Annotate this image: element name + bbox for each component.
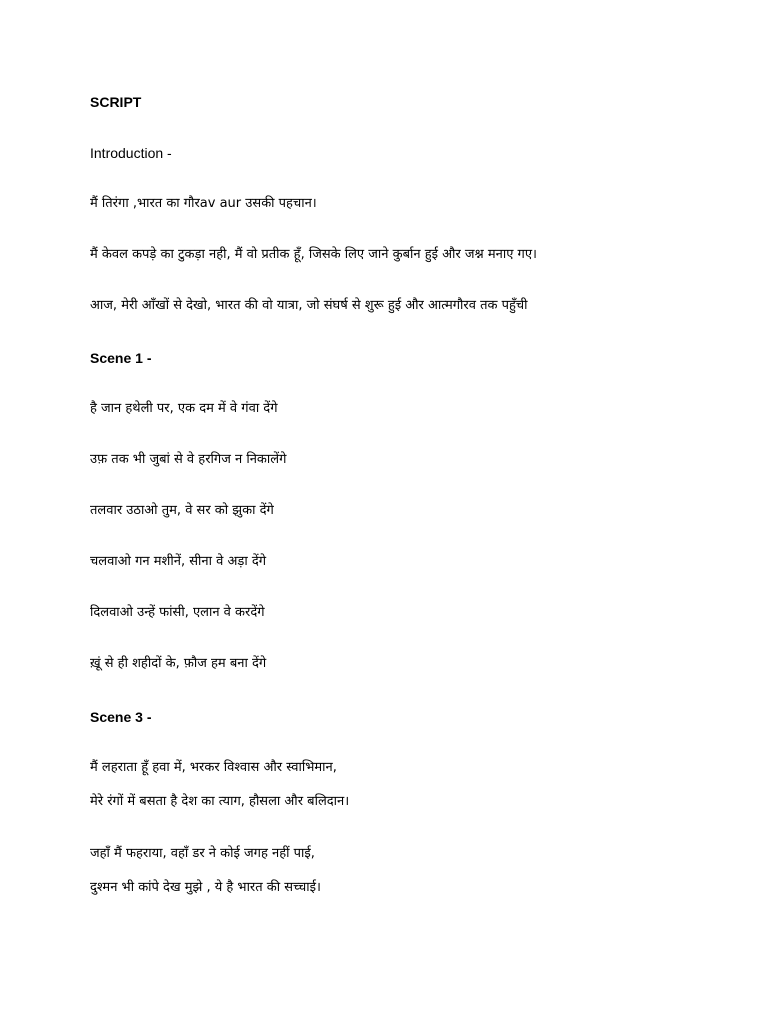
scene-1-line: तलवार उठाओ तुम, वे सर को झुका देंगे [90,503,274,518]
scene-1-label: Scene 1 - [90,350,152,366]
introduction-label: Introduction - [90,145,172,161]
scene-1-line: चलवाओ गन मशीनें, सीना वे अड़ा देंगे [90,554,267,569]
scene-3-line: जहाँ मैं फहराया, वहाँ डर ने कोई जगह नहीं पाई, [90,846,315,861]
intro-line: मैं केवल कपड़े का टुकड़ा नही, मैं वो प्रतीक हूँ, जिसके लिए जाने कुर्बान हुई और जश्न मनाए गए। [90,247,537,262]
scene-3-line: मेरे रंगों में बसता है देश का त्याग, हौसला और बलिदान। [90,794,350,809]
scene-1-line: उफ़ तक भी जुबां से वे हरगिज न निकालेंगे [90,452,287,467]
script-heading: SCRIPT [90,94,142,110]
scene-3-label: Scene 3 - [90,709,152,725]
scene-3-line: दुश्मन भी कांपे देख मुझे , ये है भारत की सच्चाई। [90,880,321,895]
scene-3-line: मैं लहराता हूँ हवा में, भरकर विश्वास और स्वाभिमान, [90,760,337,775]
intro-line: आज, मेरी आँखों से देखो, भारत की वो यात्रा, जो संघर्ष से शुरू हुई और आत्मगौरव तक पहुँची [90,298,528,313]
intro-line: मैं तिरंगा ,भारत का गौरav aur उसकी पहचान। [90,196,317,211]
scene-1-line: दिलवाओ उन्हें फांसी, एलान वे करदेंगे [90,605,265,620]
scene-1-line: है जान हथेली पर, एक दम में वे गंवा देंगे [90,401,278,416]
scene-1-line: ख़ूं से ही शहीदों के, फ़ौज हम बना देंगे [90,656,267,671]
